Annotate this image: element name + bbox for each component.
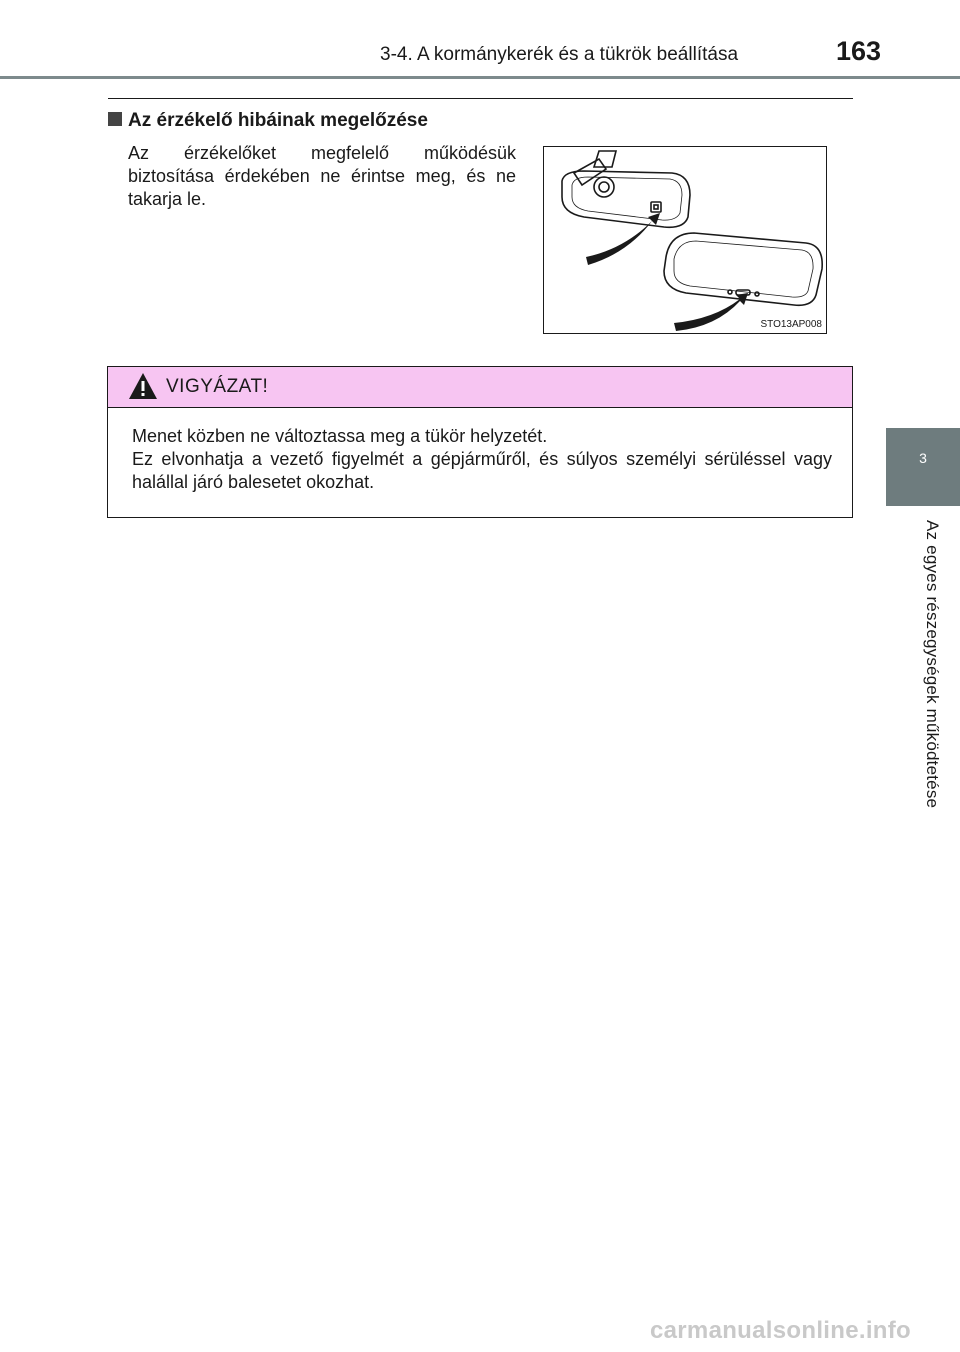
caution-line-2: Ez elvonhatja a vezető figyelmét a gépjárműről, és súlyos személyi sérüléssel vagy halállal járó balesetet okozhat. — [132, 449, 832, 492]
header-rule — [0, 76, 960, 79]
square-bullet-icon — [108, 112, 122, 126]
page-number: 163 — [836, 36, 882, 66]
warning-triangle-icon — [128, 372, 158, 400]
chapter-tab[interactable] — [886, 428, 960, 506]
caution-title: VIGYÁZAT! — [166, 376, 269, 397]
caution-line-1: Menet közben ne változtassa meg a tükör helyzetét. — [132, 426, 548, 446]
section-heading — [108, 110, 428, 132]
caution-header — [108, 367, 852, 408]
figure-caption: STO13AP008 — [760, 319, 822, 330]
rearview-mirror-illustration — [544, 147, 826, 333]
chapter-tab-number: 3 — [919, 450, 927, 466]
section-body: Az érzékelőket megfelelő működésük biztosítása érdekében ne érintse meg, és ne takarja le. — [128, 143, 516, 209]
chapter-title: 3-4. A kormánykerék és a tükrök beállítása — [380, 44, 739, 65]
section-rule — [108, 98, 853, 99]
section-heading-text: Az érzékelő hibáinak megelőzése — [128, 110, 428, 131]
caution-box — [107, 366, 853, 518]
caution-body — [132, 425, 832, 494]
mirror-sensor-figure — [543, 146, 827, 334]
chapter-tab-label: Az egyes részegységek működtetése — [923, 520, 942, 809]
watermark: carmanualsonline.info — [650, 1317, 912, 1344]
